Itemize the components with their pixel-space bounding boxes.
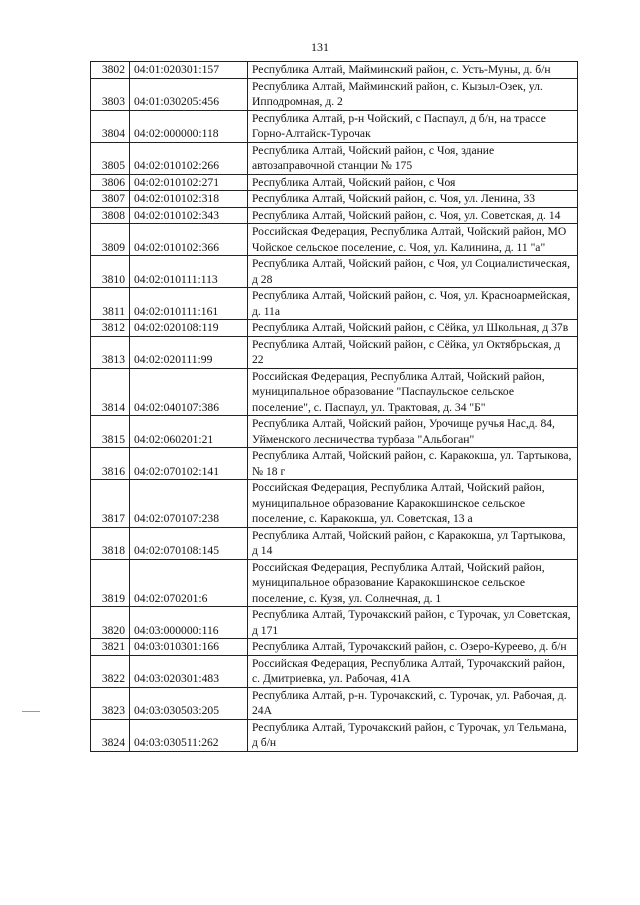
table-row — [91, 288, 578, 320]
row-number-cell: 3823 — [91, 687, 130, 719]
address-cell: Российская Федерация, Республика Алтай, Чойский район, МО Чойское сельское поселение, с. Чоя, ул. Калинина, д. 11 "а" — [248, 224, 578, 256]
cadastral-number-cell: 04:02:010102:318 — [130, 191, 248, 208]
table-body — [91, 62, 578, 752]
address-cell: Республика Алтай, Турочакский район, с Турочак, ул Тельмана, д б/н — [248, 719, 578, 751]
row-number-cell: 3807 — [91, 191, 130, 208]
cadastral-number-cell: 04:03:030511:262 — [130, 719, 248, 751]
cadastral-number-cell: 04:02:020111:99 — [130, 336, 248, 368]
table-row — [91, 142, 578, 174]
address-cell: Российская Федерация, Республика Алтай, Чойский район, муниципальное образование "Паспаульское сельское поселение", с. Паспаул, ул. Трактовая, д. 34 "Б" — [248, 368, 578, 416]
row-number-cell: 3815 — [91, 416, 130, 448]
row-number-cell: 3814 — [91, 368, 130, 416]
table-row — [91, 368, 578, 416]
address-cell: Российская Федерация, Республика Алтай, Чойский район, муниципальное образование Каракокшинское сельское поселение, с. Кузя, ул. Солнечная, д. 1 — [248, 559, 578, 607]
address-cell: Республика Алтай, Чойский район, с. Каракокша, ул. Тартыкова, № 18 г — [248, 448, 578, 480]
address-cell: Республика Алтай, Чойский район, с. Чоя, ул. Советская, д. 14 — [248, 207, 578, 224]
cadastral-number-cell: 04:03:030503:205 — [130, 687, 248, 719]
cadastral-number-cell: 04:03:020301:483 — [130, 655, 248, 687]
address-cell: Республика Алтай, Чойский район, с Чоя, ул Социалистическая, д 28 — [248, 256, 578, 288]
address-cell: Российская Федерация, Республика Алтай, Чойский район, муниципальное образование Каракокшинское сельское поселение, с. Каракокша, ул. Советская, 13 а — [248, 480, 578, 528]
address-cell: Республика Алтай, Чойский район, с Каракокша, ул Тартыкова, д 14 — [248, 527, 578, 559]
row-number-cell: 3809 — [91, 224, 130, 256]
address-cell: Республика Алтай, р-н. Турочакский, с. Турочак, ул. Рабочая, д. 24А — [248, 687, 578, 719]
row-number-cell: 3816 — [91, 448, 130, 480]
row-number-cell: 3819 — [91, 559, 130, 607]
row-number-cell: 3822 — [91, 655, 130, 687]
table-row — [91, 191, 578, 208]
address-cell: Республика Алтай, р-н Чойский, с Паспаул, д б/н, на трассе Горно-Алтайск-Турочак — [248, 110, 578, 142]
cadastral-number-cell: 04:02:010102:266 — [130, 142, 248, 174]
row-number-cell: 3806 — [91, 174, 130, 191]
page-number: 131 — [311, 40, 329, 54]
cadastral-number-cell: 04:03:010301:166 — [130, 639, 248, 656]
table-row — [91, 448, 578, 480]
table-row — [91, 78, 578, 110]
table-row — [91, 655, 578, 687]
table-row — [91, 480, 578, 528]
address-cell: Республика Алтай, Чойский район, Урочище ручья Нас,д. 84, Уйменского лесничества турбаза "Альбоган" — [248, 416, 578, 448]
table-row — [91, 207, 578, 224]
address-cell: Республика Алтай, Чойский район, с Сёйка, ул Октябрьская, д 22 — [248, 336, 578, 368]
row-number-cell: 3804 — [91, 110, 130, 142]
row-number-cell: 3805 — [91, 142, 130, 174]
table-row — [91, 174, 578, 191]
table-row — [91, 607, 578, 639]
cadastral-number-cell: 04:02:070108:145 — [130, 527, 248, 559]
cadastral-number-cell: 04:02:040107:386 — [130, 368, 248, 416]
row-number-cell: 3817 — [91, 480, 130, 528]
address-cell: Республика Алтай, Турочакский район, с. Озеро-Куреево, д. б/н — [248, 639, 578, 656]
table-row — [91, 62, 578, 79]
address-cell: Республика Алтай, Чойский район, с Чоя, здание автозаправочной станции № 175 — [248, 142, 578, 174]
cadastral-number-cell: 04:01:030205:456 — [130, 78, 248, 110]
address-cell: Республика Алтай, Чойский район, с Сёйка, ул Школьная, д 37в — [248, 320, 578, 337]
address-cell: Республика Алтай, Майминский район, с. Усть-Муны, д. б/н — [248, 62, 578, 79]
table-row — [91, 719, 578, 751]
table-row — [91, 559, 578, 607]
table-row — [91, 416, 578, 448]
table-row — [91, 687, 578, 719]
row-number-cell: 3803 — [91, 78, 130, 110]
property-registry-table — [90, 61, 578, 752]
cadastral-number-cell: 04:02:070201:6 — [130, 559, 248, 607]
cadastral-number-cell: 04:02:000000:118 — [130, 110, 248, 142]
address-cell: Республика Алтай, Майминский район, с. Кызыл-Озек, ул. Ипподромная, д. 2 — [248, 78, 578, 110]
address-cell: Республика Алтай, Чойский район, с Чоя — [248, 174, 578, 191]
row-number-cell: 3813 — [91, 336, 130, 368]
margin-mark — [22, 711, 40, 712]
cadastral-number-cell: 04:02:070102:141 — [130, 448, 248, 480]
cadastral-number-cell: 04:03:000000:116 — [130, 607, 248, 639]
row-number-cell: 3821 — [91, 639, 130, 656]
row-number-cell: 3812 — [91, 320, 130, 337]
row-number-cell: 3824 — [91, 719, 130, 751]
row-number-cell: 3818 — [91, 527, 130, 559]
table-row — [91, 527, 578, 559]
cadastral-number-cell: 04:02:060201:21 — [130, 416, 248, 448]
table-row — [91, 639, 578, 656]
cadastral-number-cell: 04:01:020301:157 — [130, 62, 248, 79]
address-cell: Республика Алтай, Чойский район, с. Чоя, ул. Ленина, 33 — [248, 191, 578, 208]
table-row — [91, 320, 578, 337]
cadastral-number-cell: 04:02:010111:113 — [130, 256, 248, 288]
address-cell: Республика Алтай, Чойский район, с. Чоя, ул. Красноармейская, д. 11а — [248, 288, 578, 320]
table-row — [91, 110, 578, 142]
table-row — [91, 256, 578, 288]
address-cell: Российская Федерация, Республика Алтай, Турочакский район, с. Дмитриевка, ул. Рабочая, 41А — [248, 655, 578, 687]
cadastral-number-cell: 04:02:010102:343 — [130, 207, 248, 224]
table-row — [91, 224, 578, 256]
row-number-cell: 3820 — [91, 607, 130, 639]
row-number-cell: 3811 — [91, 288, 130, 320]
cadastral-number-cell: 04:02:010111:161 — [130, 288, 248, 320]
cadastral-number-cell: 04:02:010102:366 — [130, 224, 248, 256]
cadastral-number-cell: 04:02:010102:271 — [130, 174, 248, 191]
row-number-cell: 3802 — [91, 62, 130, 79]
table-row — [91, 336, 578, 368]
row-number-cell: 3810 — [91, 256, 130, 288]
address-cell: Республика Алтай, Турочакский район, с Турочак, ул Советская, д 171 — [248, 607, 578, 639]
cadastral-number-cell: 04:02:070107:238 — [130, 480, 248, 528]
cadastral-number-cell: 04:02:020108:119 — [130, 320, 248, 337]
row-number-cell: 3808 — [91, 207, 130, 224]
